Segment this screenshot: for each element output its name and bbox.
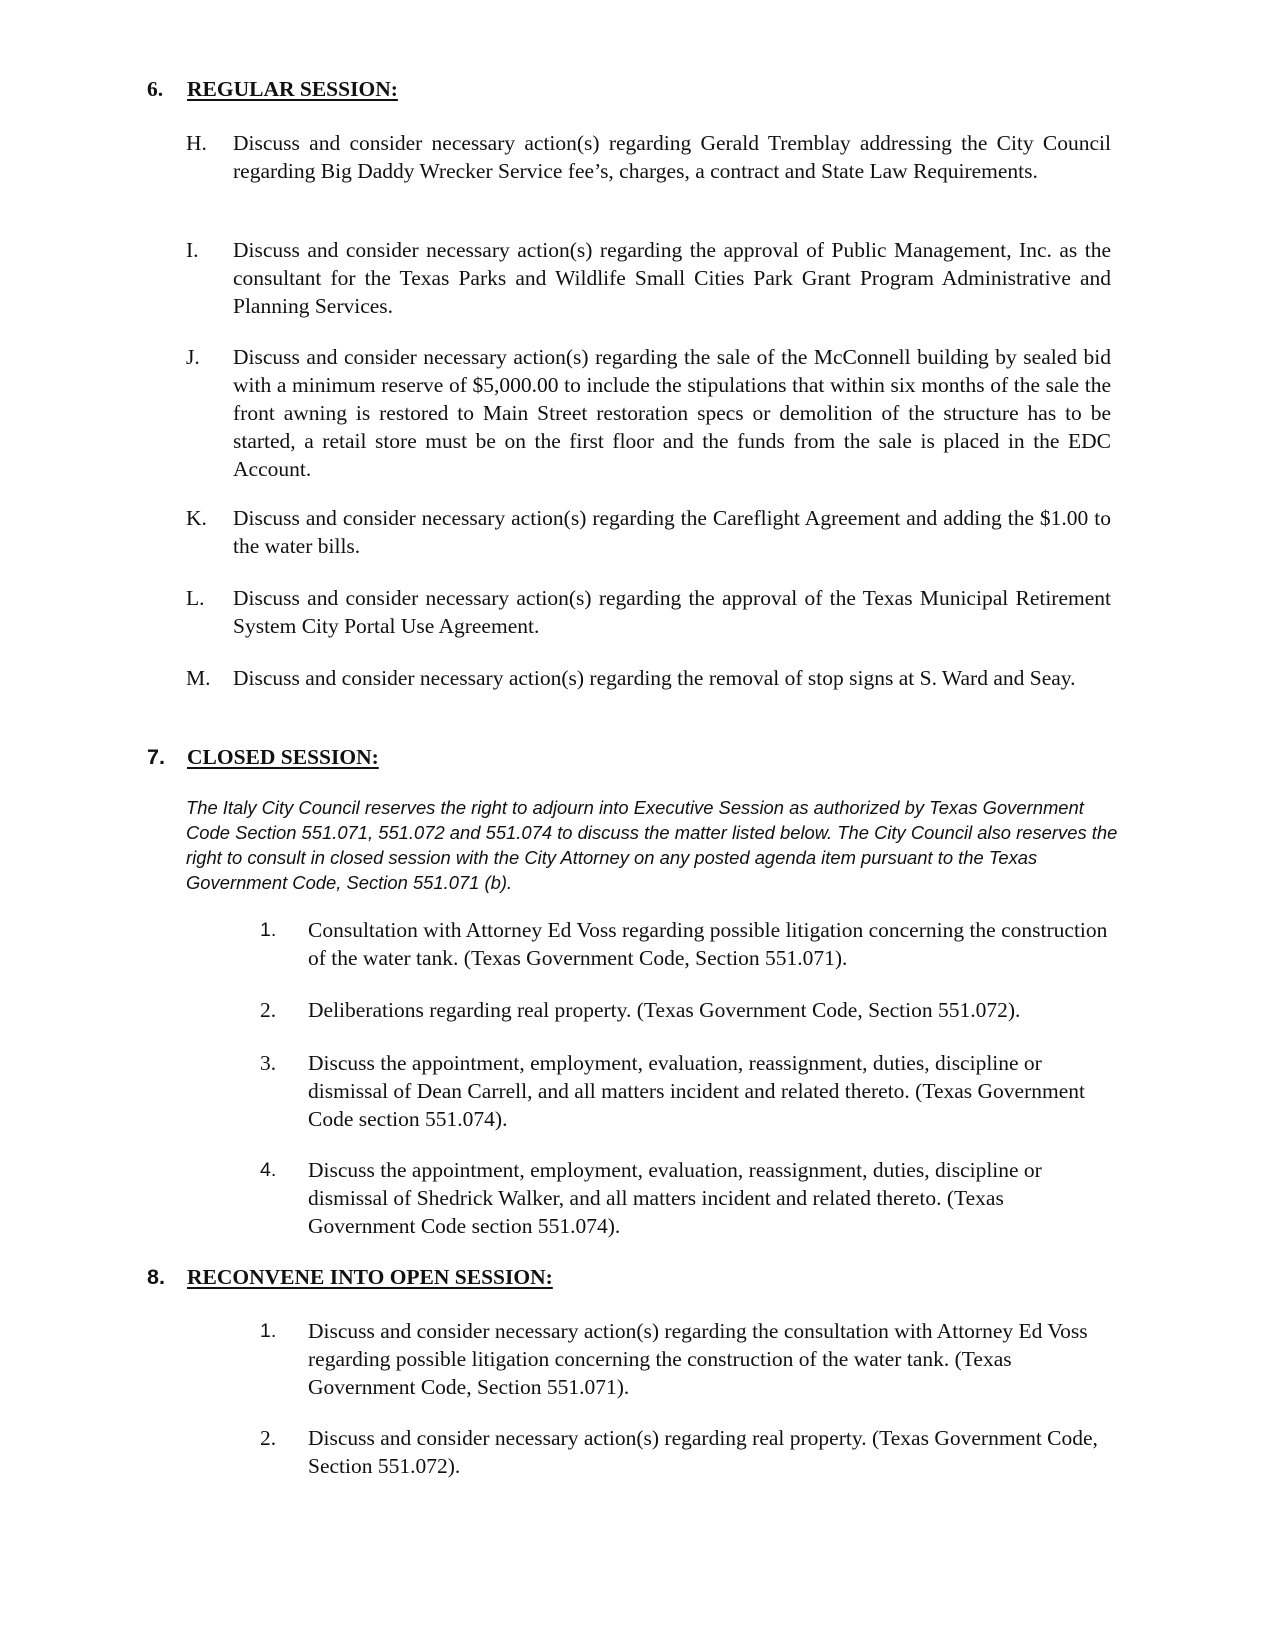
item-text: Consultation with Attorney Ed Voss regarding possible litigation concerning the construction of the water tank. (Texas Government Code, Section 551.071). bbox=[308, 918, 1108, 970]
agenda-item-i bbox=[186, 236, 1111, 320]
item-label: M. bbox=[186, 666, 211, 690]
section-heading-closed-session bbox=[147, 743, 379, 771]
item-label: L. bbox=[186, 586, 205, 610]
section-heading-reconvene-open-session bbox=[147, 1263, 553, 1291]
section-number: 8. bbox=[147, 1265, 165, 1289]
section-title: CLOSED SESSION: bbox=[187, 745, 379, 769]
item-label: 1. bbox=[260, 919, 277, 941]
closed-item-2 bbox=[260, 996, 1115, 1024]
item-label: J. bbox=[186, 345, 200, 369]
item-label: H. bbox=[186, 131, 207, 155]
item-label: I. bbox=[186, 238, 199, 262]
item-text: Discuss and consider necessary action(s) regarding real property. (Texas Government Code, Section 551.072). bbox=[308, 1426, 1098, 1478]
section-title: RECONVENE INTO OPEN SESSION: bbox=[187, 1265, 553, 1289]
section-number: 7. bbox=[147, 745, 165, 769]
item-text: Discuss and consider necessary action(s) regarding the consultation with Attorney Ed Voss regarding possible litigation concerning the construction of the water tank. (Texas Government Code, Section 551.071). bbox=[308, 1319, 1088, 1399]
agenda-item-m bbox=[186, 664, 1111, 692]
section-number: 6. bbox=[147, 77, 164, 101]
item-text: Discuss the appointment, employment, evaluation, reassignment, duties, discipline or dismissal of Shedrick Walker, and all matters incident and related thereto. (Texas Government Code section 551.074). bbox=[308, 1158, 1042, 1238]
item-label: K. bbox=[186, 506, 207, 530]
item-text: Discuss and consider necessary action(s) regarding the Careflight Agreement and adding the $1.00 to the water bills. bbox=[233, 506, 1111, 558]
item-text: Discuss and consider necessary action(s) regarding the approval of the Texas Municipal Retirement System City Portal Use Agreement. bbox=[233, 586, 1111, 638]
agenda-item-l bbox=[186, 584, 1111, 640]
agenda-item-h bbox=[186, 129, 1111, 185]
reconvene-item-1 bbox=[260, 1317, 1115, 1401]
item-label: 4. bbox=[260, 1159, 277, 1181]
item-text: Discuss and consider necessary action(s) regarding the sale of the McConnell building by sealed bid with a minimum reserve of $5,000.00 to include the stipulations that within six months of the sale the front awning is restored to Main Street restoration specs or demolition of the structure has to be started, a retail store must be on the first floor and the funds from the sale is placed in the EDC Account. bbox=[233, 345, 1111, 481]
item-text: Deliberations regarding real property. (Texas Government Code, Section 551.072). bbox=[308, 998, 1021, 1022]
agenda-item-k bbox=[186, 504, 1111, 560]
item-text: Discuss the appointment, employment, evaluation, reassignment, duties, discipline or dismissal of Dean Carrell, and all matters incident and related thereto. (Texas Government Code section 551.074). bbox=[308, 1051, 1086, 1131]
agenda-item-j bbox=[186, 343, 1111, 483]
section-heading-regular-session bbox=[147, 75, 398, 103]
closed-item-1 bbox=[260, 916, 1115, 972]
closed-item-3 bbox=[260, 1049, 1115, 1133]
item-text: Discuss and consider necessary action(s) regarding the removal of stop signs at S. Ward and Seay. bbox=[233, 666, 1076, 690]
closed-session-note: The Italy City Council reserves the right to adjourn into Executive Session as authorized by Texas Government Code Section 551.071, 551.072 and 551.074 to discuss the matter listed below. The City Council also reserves the right to consult in closed session with the City Attorney on any posted agenda item pursuant to the Texas Government Code, Section 551.071 (b). bbox=[186, 797, 1118, 893]
section-title: REGULAR SESSION: bbox=[187, 77, 398, 101]
item-label: 2. bbox=[260, 1426, 277, 1450]
item-text: Discuss and consider necessary action(s) regarding Gerald Tremblay addressing the City Council regarding Big Daddy Wrecker Service fee’s, charges, a contract and State Law Requirements. bbox=[233, 131, 1111, 183]
closed-item-4 bbox=[260, 1156, 1115, 1240]
item-label: 3. bbox=[260, 1051, 277, 1075]
item-label: 1. bbox=[260, 1320, 277, 1342]
item-label: 2. bbox=[260, 998, 277, 1022]
reconvene-item-2 bbox=[260, 1424, 1115, 1480]
item-text: Discuss and consider necessary action(s) regarding the approval of Public Management, Inc. as the consultant for the Texas Parks and Wildlife Small Cities Park Grant Program Administrative and Planning Services. bbox=[233, 238, 1111, 318]
